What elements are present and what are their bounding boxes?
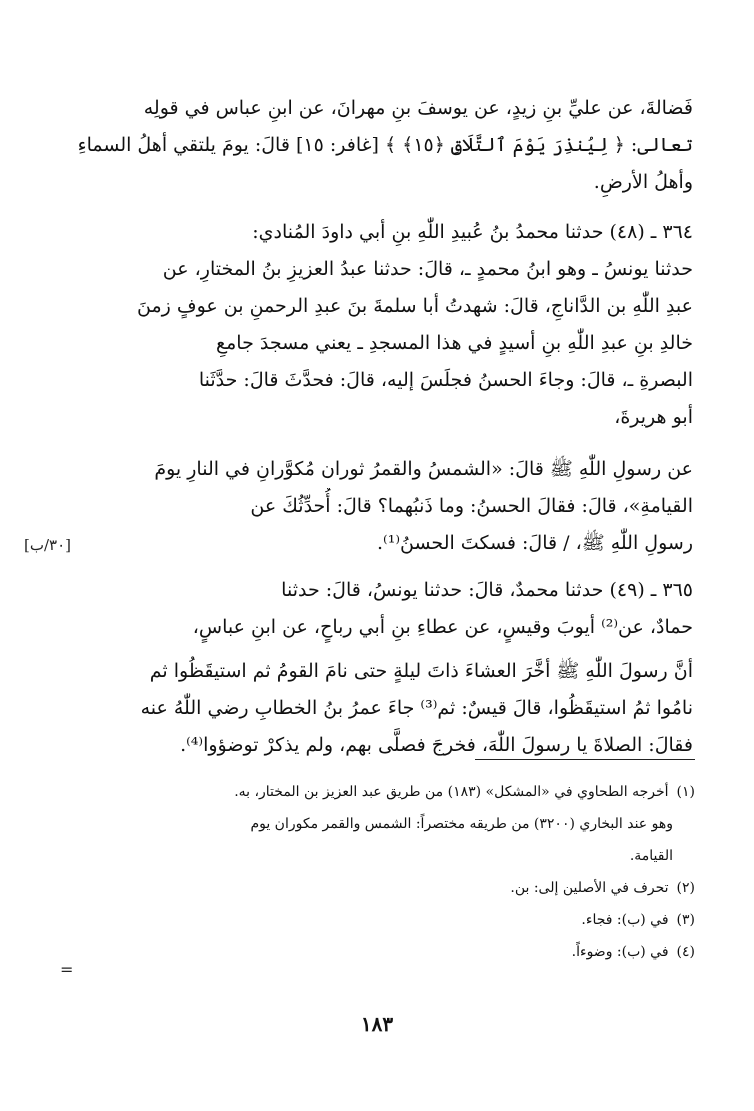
text-line: عبدِ اللّٰهِ بن الدَّاناجِ، قالَ: شهدتُ أبا سلمةَ بنَ عبدِ الرحمنِ بن عوفٍ زمنَ: [137, 295, 693, 317]
page-number: ١٨٣: [360, 1012, 394, 1036]
text-line: البصرةِ ـ، قالَ: وجاءَ الحسنُ فجلَسَ إليه، قالَ: فحدَّثَ قالَ: حدَّثَنا: [198, 369, 693, 391]
manuscript-folio-marker: [٣٠/ب]: [24, 536, 72, 554]
text-line: نامُوا ثمُ استيقَظُوا، قالَ قيسٌ: ثم⁽³⁾ جاءَ عمرُ بنُ الخطابِ رضي اللّٰهُ عنه: [140, 697, 693, 719]
footnote-text: في (ب): وضوءاً.: [571, 944, 669, 960]
footnote-number: (٣): [676, 912, 695, 928]
text-line: فَضالةَ، عن عليِّ بنِ زيدٍ، عن يوسفَ بنِ مهرانَ، عن ابنِ عباس في قولِه: [143, 97, 693, 119]
footnote-3: [80, 904, 695, 936]
text-line: أنَّ رسولَ اللّٰهِ ﷺ أخَّرَ العشاءَ ذاتَ ليلةٍ حتى نامَ القومُ ثم استيقَظُوا ثم: [149, 660, 693, 682]
footnote-text: تحرف في الأصلين إلى: بن.: [510, 880, 669, 896]
text-line: أبو هريرةَ،: [614, 406, 693, 428]
footnote-divider: [475, 759, 695, 760]
footnote-number: (٤): [676, 944, 695, 960]
footnote-2: [80, 872, 695, 904]
footnote-4: [80, 936, 695, 968]
text-line: حمادٌ، عن⁽²⁾ أيوبَ وقيسٍ، عن عطاءِ بنِ أبي رباحٍ، عن ابنِ عباسٍ،: [192, 616, 693, 638]
text-line: القيامةِ»، قالَ: فقالَ الحسنُ: وما ذَنبُهما؟ قالَ: أُحدِّثُكَ عن: [250, 495, 693, 517]
footnote-1: [80, 776, 695, 808]
footnote-text: أخرجه الطحاوي في «المشكل» (١٨٣) من طريق عبد العزيز بن المختار، به.: [234, 784, 669, 800]
text-line: حدثنا يونسُ ـ وهو ابنُ محمدٍ ـ، قالَ: حدثنا عبدُ العزيزِ بنُ المختارِ، عن: [162, 258, 693, 280]
footnote-number: (٢): [676, 880, 695, 896]
text-line: عن رسولِ اللّٰهِ ﷺ قالَ: «الشمسُ والقمرُ ثوران مُكوَّرانِ في النارِ يومَ: [154, 458, 693, 480]
text-line: خالدِ بنِ عبدِ اللّٰهِ بنِ أسيدٍ في هذا المسجدِ ـ يعني مسجدَ جامعِ: [216, 332, 693, 354]
text-line: رسولِ اللّٰهِ ﷺ، / قالَ: فسكتَ الحسنُ⁽¹⁾.: [377, 532, 693, 554]
text-line: ٣٦٤ ـ (٤٨) حدثنا محمدُ بنُ عُبيدِ اللّٰهِ بنِ أبي داودَ المُنادي:: [252, 221, 693, 243]
text-line: تعالى: ﴿ لِيُنذِرَ يَوْمَ ٱلتَّلَاقِ ﴿١٥﴾ ﴾ [غافر: ١٥] قالَ: يومَ يلتقي أهلُ السماءِ: [78, 134, 693, 156]
continuation-mark: =: [60, 960, 74, 979]
hadith-364: [78, 214, 693, 436]
hadith-365-matn: [78, 653, 693, 764]
hadith-364-matn: [78, 451, 693, 562]
footnote-text: في (ب): فجاء.: [581, 912, 669, 928]
footnote-1-continued: وهو عند البخاري (٣٢٠٠) من طريقه مختصراً: الشمس والقمر مكوران يوم: [250, 816, 673, 832]
hadith-365: [78, 572, 693, 646]
text-line: فقالَ: الصلاةَ يا رسولَ اللّٰهَ، فخرجَ فصلَّى بهم، ولم يذكرْ توضؤوا⁽⁴⁾.: [180, 734, 693, 756]
text-line: وأهلُ الأرضِ.: [593, 171, 693, 193]
footnote-1-continued: القيامة.: [629, 848, 673, 864]
text-line: ٣٦٥ ـ (٤٩) حدثنا محمدٌ، قالَ: حدثنا يونسُ، قالَ: حدثنا: [281, 579, 693, 601]
paragraph-1: [78, 90, 693, 201]
footnotes: [80, 776, 695, 968]
footnote-number: (١): [676, 784, 695, 800]
